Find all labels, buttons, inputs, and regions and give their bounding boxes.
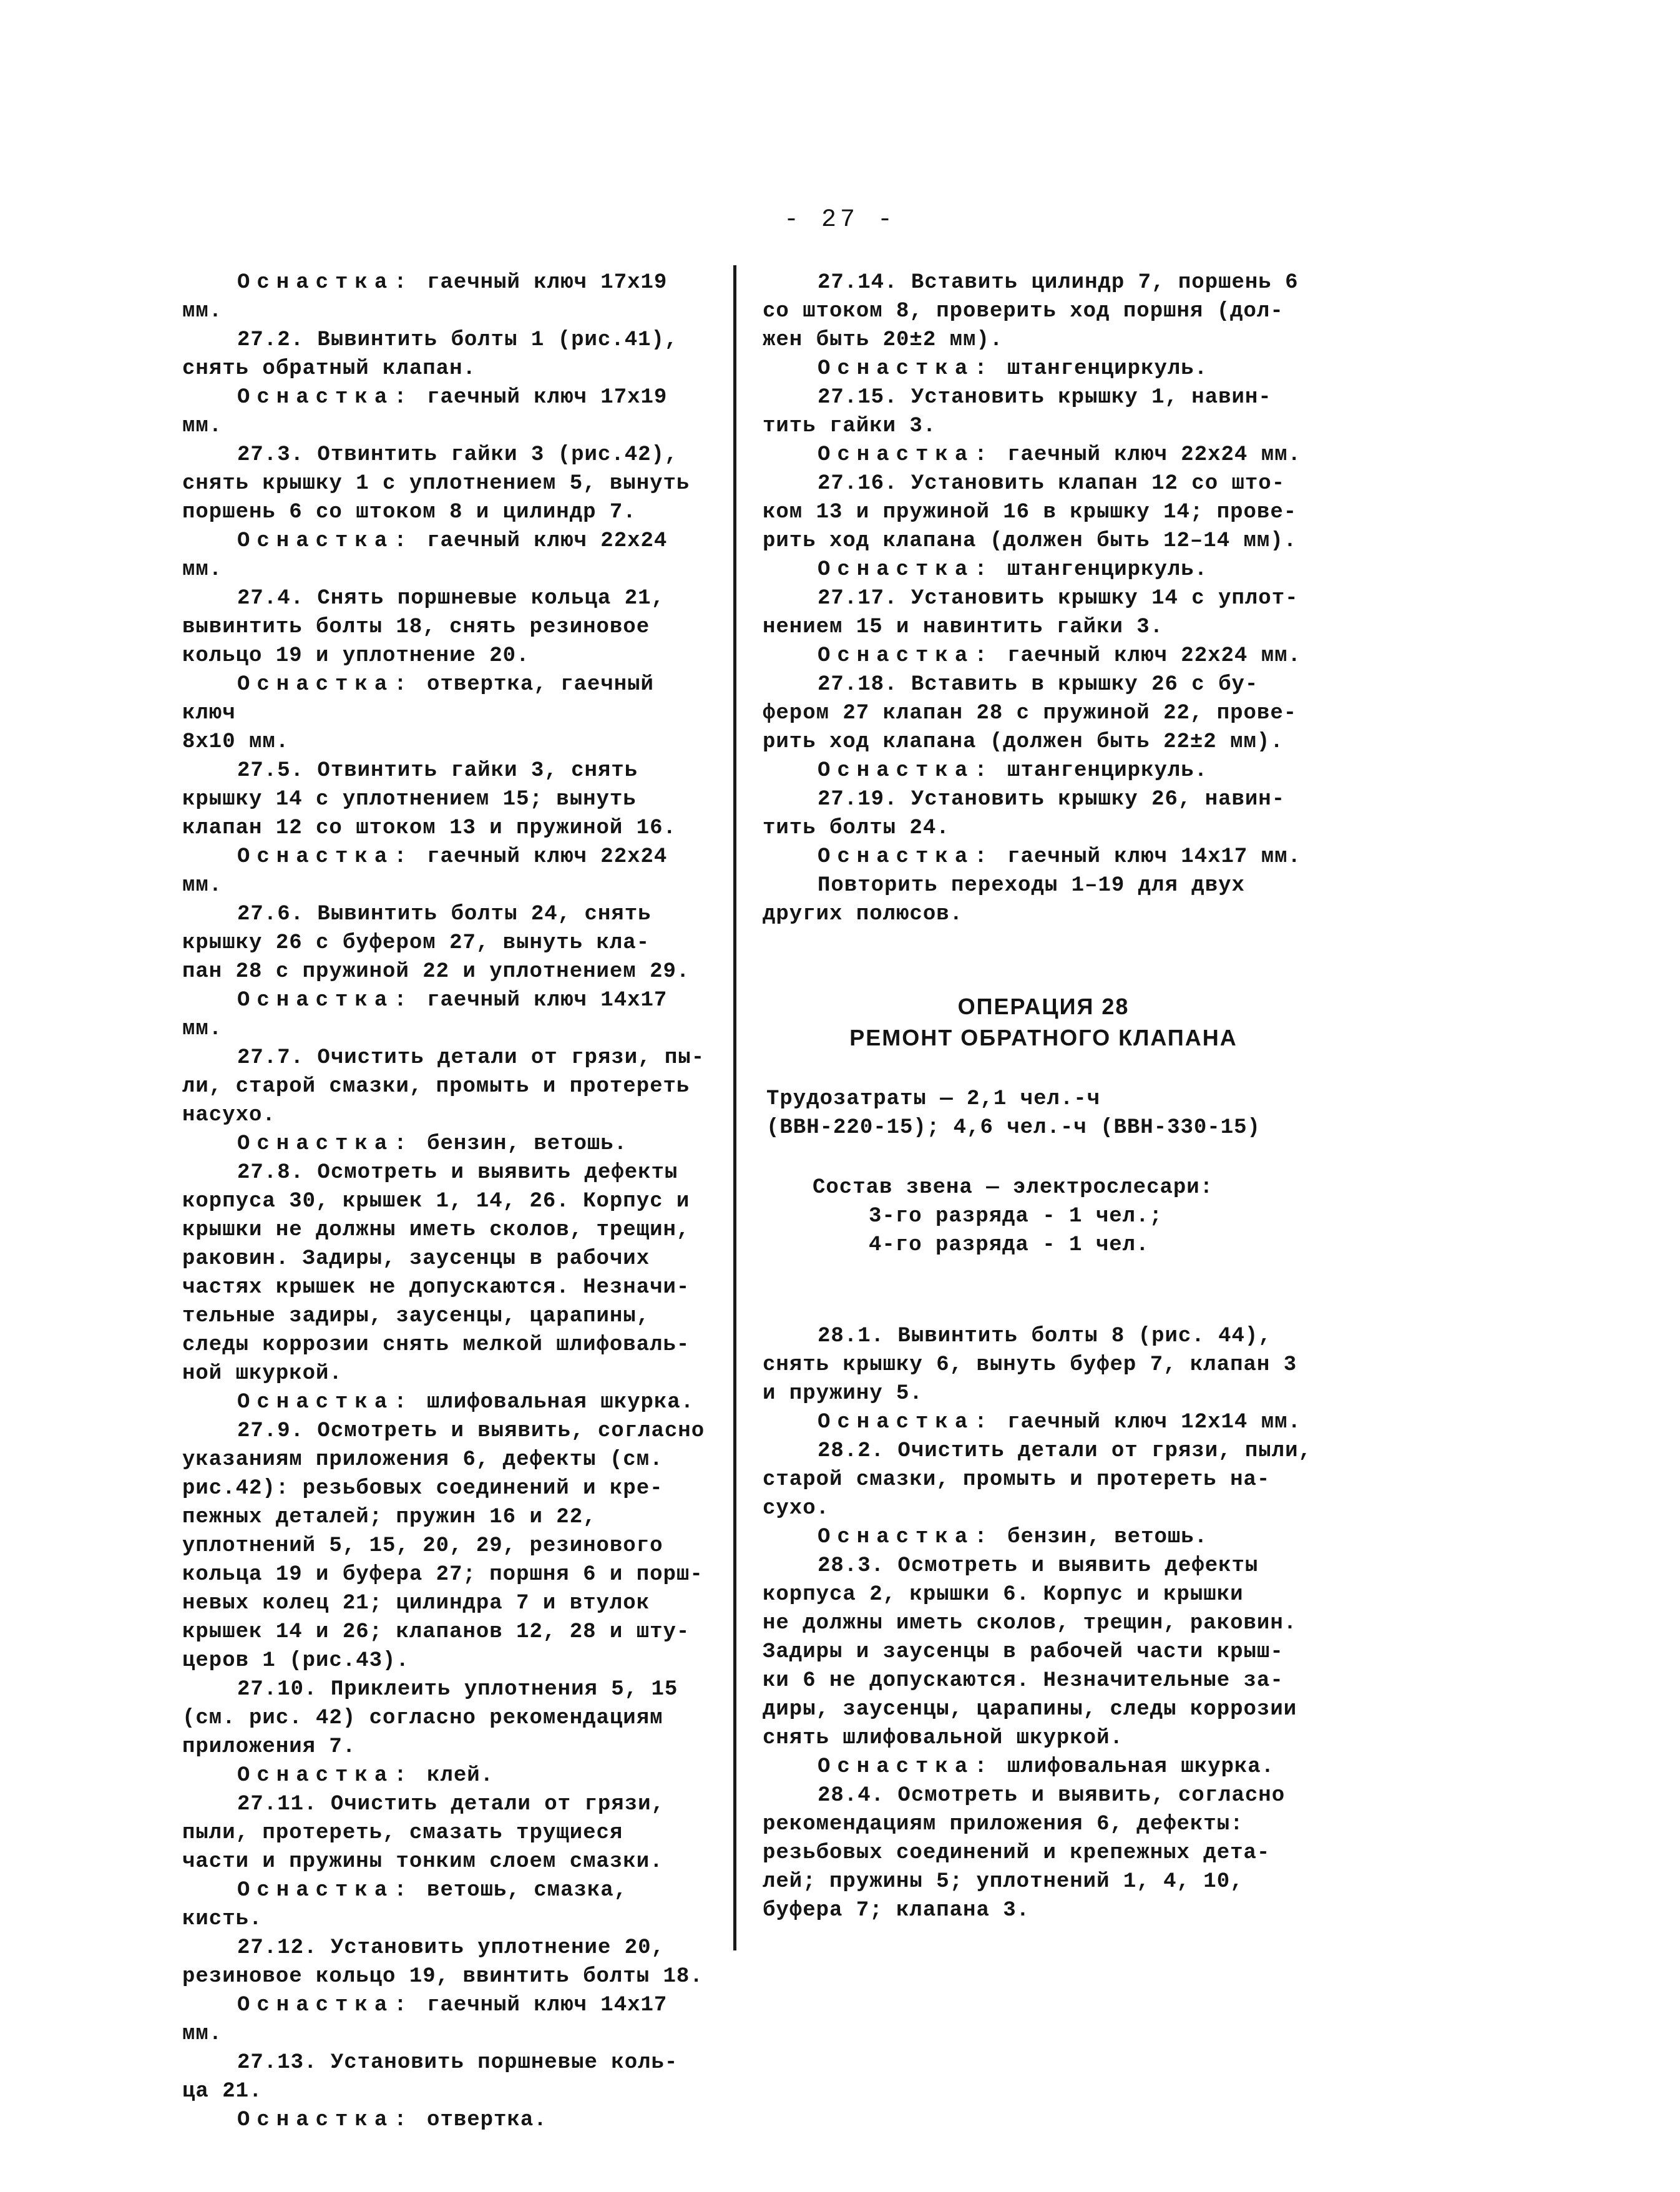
tooling-line [182, 1876, 713, 1934]
tooling-text: шлифовальная шкурка. [413, 1391, 695, 1414]
tooling-text: отвертка. [413, 2108, 547, 2132]
step-paragraph: 27.5. Отвинтить гайки 3, снять крышку 14 с уплотнением 15; вынуть клапан 12 со штоком 13 и пружиной 16. [182, 759, 676, 840]
crew-grade-3: 3-го разряда - 1 чел.; [869, 1205, 1163, 1228]
step-paragraph: 27.2. Вывинтить болты 1 (рис.41), снять обратный клапан. [182, 328, 678, 381]
column-divider [733, 265, 736, 1950]
operation-subtitle: РЕМОНТ ОБРАТНОГО КЛАПАНА [849, 1025, 1238, 1050]
tooling-line [763, 1408, 1324, 1437]
tooling-text: гаечный ключ 22х24 мм. [182, 529, 668, 582]
tooling-label: Оснастка: [818, 1411, 994, 1434]
tooling-line [182, 986, 713, 1044]
tooling-line [763, 441, 1324, 469]
crew-grade-4: 4-го разряда - 1 чел. [869, 1233, 1150, 1257]
tooling-line [763, 756, 1324, 785]
tooling-text: отвертка, гаечный ключ 8х10 мм. [182, 673, 654, 754]
tooling-line [763, 843, 1324, 871]
left-column [182, 268, 713, 2135]
tooling-text: штангенциркуль. [994, 759, 1208, 783]
tooling-text: гаечный ключ 22х24 мм. [994, 644, 1301, 668]
tooling-text: гаечный ключ 14х17 мм. [182, 1994, 668, 2046]
tooling-line [182, 670, 713, 756]
tooling-text: клей. [413, 1764, 494, 1788]
tooling-line [763, 555, 1324, 584]
tooling-line [182, 268, 713, 326]
step-paragraph: 27.16. Установить клапан 12 со што- ком 13 и пружиной 16 в крышку 14; прове- рить ход клапана (должен быть 12–14 мм). [763, 472, 1297, 553]
tooling-line [763, 1753, 1324, 1781]
tooling-line [763, 642, 1324, 670]
tooling-label: Оснастка: [237, 1879, 414, 1902]
tooling-text: гаечный ключ 17х19 мм. [182, 271, 668, 323]
tooling-label: Оснастка: [818, 644, 994, 668]
step-paragraph: 27.11. Очистить детали от грязи, пыли, протереть, смазать трущиеся части и пружины тонким слоем смазки. [182, 1793, 665, 1874]
tooling-label: Оснастка: [818, 357, 994, 381]
tooling-label: Оснастка: [237, 2108, 414, 2132]
step-paragraph: 27.13. Установить поршневые коль- ца 21. [182, 2051, 678, 2103]
tooling-label: Оснастка: [237, 1132, 414, 1156]
labor-costs: Трудозатраты — 2,1 чел.-ч (ВВН-220-15); 4,6 чел.-ч (ВВН-330-15) [766, 1087, 1261, 1140]
step-paragraph: 28.2. Очистить детали от грязи, пыли, старой смазки, промыть и протереть на- сухо. [763, 1439, 1312, 1520]
step-paragraph: 27.9. Осмотреть и выявить, согласно указаниям приложения 6, дефекты (см. рис.42): резьбовых соединений и кре- пежных деталей; пружин 16 и 22, уплотнений 5, 15, 20, 29, резинового кольца 19 и буфера 27; поршня 6 и порш- невых колец 21; цилиндра 7 и втулок крышек 14 и 26; клапанов 12, 28 и шту- церов 1 (рис.43). [182, 1419, 705, 1673]
step-paragraph: 27.4. Снять поршневые кольца 21, вывинтить болты 18, снять резиновое кольцо 19 и уплотнение 20. [182, 587, 665, 668]
tooling-text: гаечный ключ 14х17 мм. [994, 845, 1301, 869]
step-paragraph: 27.7. Очистить детали от грязи, пы- ли, старой смазки, промыть и протереть насухо. [182, 1046, 705, 1127]
tooling-line [182, 2106, 713, 2135]
step-paragraph: Повторить переходы 1–19 для двух других полюсов. [763, 874, 1245, 926]
tooling-text: ветошь, смазка, кисть. [182, 1879, 628, 1931]
tooling-line [763, 1523, 1324, 1552]
tooling-text: гаечный ключ 12х14 мм. [994, 1411, 1301, 1434]
step-paragraph: 27.8. Осмотреть и выявить дефекты корпуса 30, крышек 1, 14, 26. Корпус и крышки не должны иметь сколов, трещин, раковин. Задиры, заусенцы в рабочих частях крышек не допускаются. Незначи- тельные задиры, заусенцы, царапины, следы коррозии снять мелкой шлифоваль- ной шкуркой. [182, 1161, 690, 1386]
tooling-label: Оснастка: [237, 673, 414, 697]
tooling-line [763, 355, 1324, 383]
tooling-label: Оснастка: [237, 1764, 414, 1788]
tooling-text: гаечный ключ 17х19 мм. [182, 386, 668, 438]
tooling-text: бензин, ветошь. [413, 1132, 628, 1156]
step-paragraph: 28.3. Осмотреть и выявить дефекты корпуса 2, крышки 6. Корпус и крышки не должны иметь сколов, трещин, раковин. Задиры и заусенцы в рабочей части крыш- ки 6 не допускаются. Незначительные за- диры, заусенцы, царапины, следы коррозии снять шлифовальной шкуркой. [763, 1554, 1297, 1750]
step-paragraph: 27.6. Вывинтить болты 24, снять крышку 26 с буфером 27, вынуть кла- пан 28 с пружиной 22 и уплотнением 29. [182, 903, 690, 984]
tooling-text: шлифовальная шкурка. [994, 1755, 1275, 1779]
tooling-line [182, 843, 713, 900]
tooling-label: Оснастка: [818, 1755, 994, 1779]
tooling-line [182, 1991, 713, 2048]
page-number: - 27 - [783, 206, 897, 234]
step-paragraph: 27.14. Вставить цилиндр 7, поршень 6 со штоком 8, проверить ход поршня (дол- жен быть 20±2 мм). [763, 271, 1299, 352]
tooling-line [182, 1761, 713, 1790]
tooling-label: Оснастка: [237, 845, 414, 869]
step-paragraph: 27.18. Вставить в крышку 26 с бу- фером 27 клапан 28 с пружиной 22, прове- рить ход клапана (должен быть 22±2 мм). [763, 673, 1297, 754]
tooling-line [182, 383, 713, 441]
tooling-label: Оснастка: [237, 989, 414, 1012]
tooling-label: Оснастка: [237, 1994, 414, 2017]
tooling-text: бензин, ветошь. [994, 1525, 1208, 1549]
right-column [763, 268, 1324, 1925]
tooling-label: Оснастка: [237, 271, 414, 295]
tooling-line [182, 1130, 713, 1158]
tooling-label: Оснастка: [818, 845, 994, 869]
tooling-label: Оснастка: [818, 558, 994, 582]
crew-title: Состав звена — электрослесари: [813, 1176, 1214, 1200]
operation-28-steps [763, 1322, 1324, 1925]
tooling-line [182, 1388, 713, 1417]
tooling-label: Оснастка: [237, 529, 414, 553]
step-paragraph: 27.10. Приклеить уплотнения 5, 15 (см. рис. 42) согласно рекомендациям приложения 7. [182, 1678, 678, 1759]
tooling-text: гаечный ключ 22х24 мм. [182, 845, 668, 898]
step-paragraph: 28.1. Вывинтить болты 8 (рис. 44), снять крышку 6, вынуть буфер 7, клапан 3 и пружину 5. [763, 1324, 1297, 1406]
tooling-label: Оснастка: [237, 1391, 414, 1414]
step-paragraph: 27.15. Установить крышку 1, навин- тить гайки 3. [763, 386, 1272, 438]
tooling-label: Оснастка: [818, 759, 994, 783]
step-paragraph: 27.19. Установить крышку 26, навин- тить болты 24. [763, 788, 1286, 840]
tooling-text: гаечный ключ 14х17 мм. [182, 989, 668, 1041]
step-paragraph: 27.12. Установить уплотнение 20, резиновое кольцо 19, ввинтить болты 18. [182, 1936, 703, 1989]
step-paragraph: 28.4. Осмотреть и выявить, согласно рекомендациям приложения 6, дефекты: резьбовых соединений и крепежных дета- лей; пружины 5; уплотнений 1, 4, 10, буфера 7; клапана 3. [763, 1784, 1286, 1922]
tooling-text: штангенциркуль. [994, 357, 1208, 381]
tooling-line [182, 527, 713, 584]
tooling-text: штангенциркуль. [994, 558, 1208, 582]
tooling-label: Оснастка: [818, 1525, 994, 1549]
tooling-label: Оснастка: [237, 386, 414, 409]
tooling-text: гаечный ключ 22х24 мм. [994, 443, 1301, 467]
step-paragraph: 27.17. Установить крышку 14 с уплот- нением 15 и навинтить гайки 3. [763, 587, 1299, 639]
operation-27-continuation [763, 268, 1324, 929]
operation-title: ОПЕРАЦИЯ 28 [957, 994, 1130, 1019]
tooling-label: Оснастка: [818, 443, 994, 467]
step-paragraph: 27.3. Отвинтить гайки 3 (рис.42), снять крышку 1 с уплотнением 5, вынуть поршень 6 со штоком 8 и цилиндр 7. [182, 443, 690, 524]
